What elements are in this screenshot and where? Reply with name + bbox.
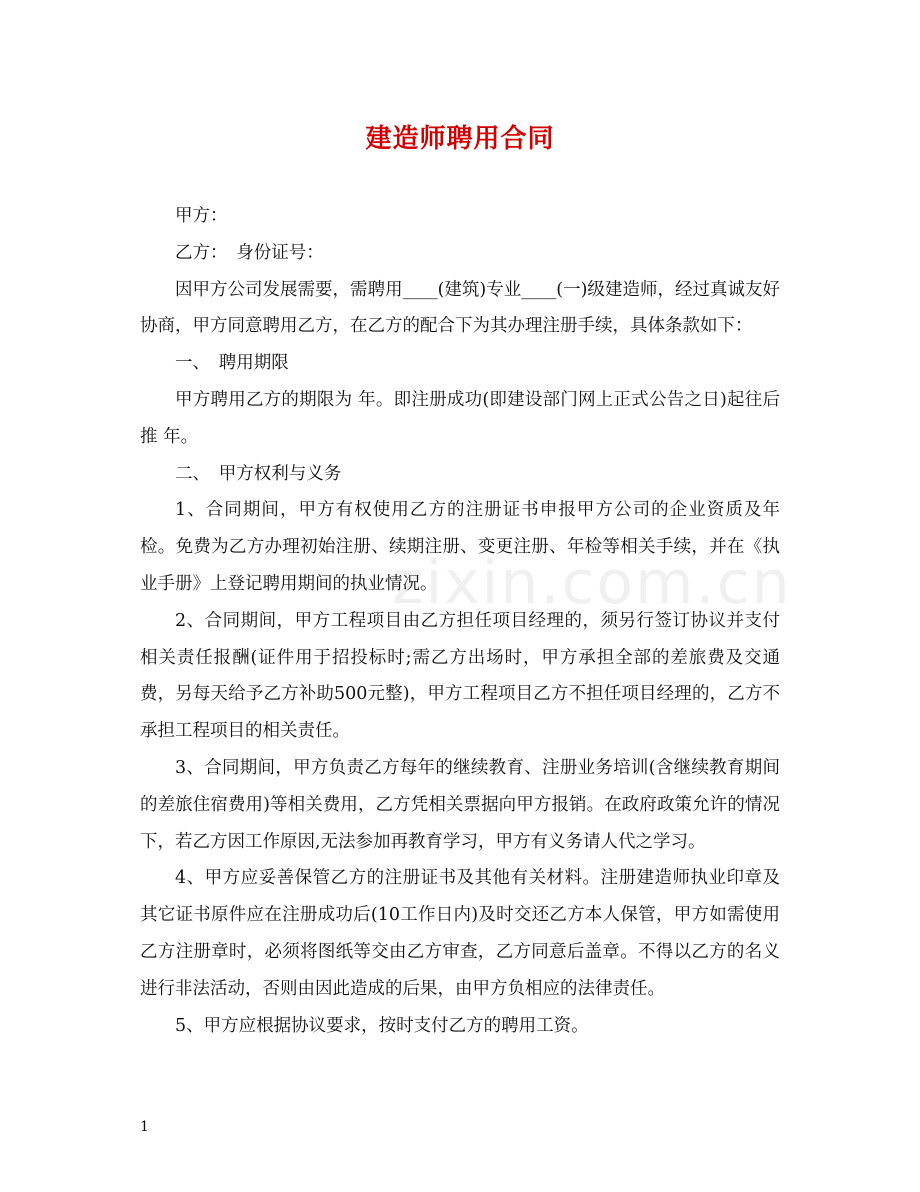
watermark: zixin.com.cn <box>392 548 792 618</box>
clause-4: 4、甲方应妥善保管乙方的注册证书及其他有关材料。注册建造师执业印章及其它证书原件应在注册成功后(10工作日内)及时交还乙方本人保管，甲方如需使用乙方注册章时，必须将图纸等交由乙方审查，乙方同意后盖章。不得以乙方的名义进行非法活动，否则由因此造成的后果，由甲方负相应的法律责任。 <box>140 868 780 999</box>
document-title: 建造师聘用合同 <box>365 124 555 154</box>
section-heading-rights: 二、 甲方权利与义务 <box>175 463 342 484</box>
paragraph-term: 甲方聘用乙方的期限为 年。即注册成功(即建设部门网上正式公告之日)起往后推 年。 <box>140 389 780 447</box>
paragraph-party-b: 乙方： 身份证号： <box>175 242 324 263</box>
paragraph-intro: 因甲方公司发展需要，需聘用____(建筑)专业____(一)级建造师，经过真诚友好协商，甲方同意聘用乙方，在乙方的配合下为其办理注册手续，具体条款如下： <box>140 279 780 337</box>
section-heading-term: 一、 聘用期限 <box>175 353 289 374</box>
clause-5: 5、甲方应根据协议要求，按时支付乙方的聘用工资。 <box>175 1015 589 1036</box>
paragraph-party-a: 甲方： <box>175 206 228 226</box>
page-number: 1 <box>140 1119 149 1135</box>
clause-1: 1、合同期间，甲方有权使用乙方的注册证书申报甲方公司的企业资质及年检。免费为乙方办理初始注册、续期注册、变更注册、年检等相关手续，并在《执业手册》上登记聘用期间的执业情况。 <box>140 500 780 594</box>
clause-2: 2、合同期间，甲方工程项目由乙方担任项目经理的，须另行签订协议并支付相关责任报酬(证件用于招投标时;需乙方出场时，甲方承担全部的差旅费及交通费，另每天给予乙方补助500元整)，甲方工程项目乙方不担任项目经理的，乙方不承担工程项目的相关责任。 <box>140 610 780 742</box>
document-body <box>140 198 780 1044</box>
clause-3: 3、合同期间，甲方负责乙方每年的继续教育、注册业务培训(含继续教育期间的差旅住宿费用)等相关费用，乙方凭相关票据向甲方报销。在政府政策允许的情况下，若乙方因工作原因,无法参加再教育学习，甲方有义务请人代之学习。 <box>140 757 780 852</box>
